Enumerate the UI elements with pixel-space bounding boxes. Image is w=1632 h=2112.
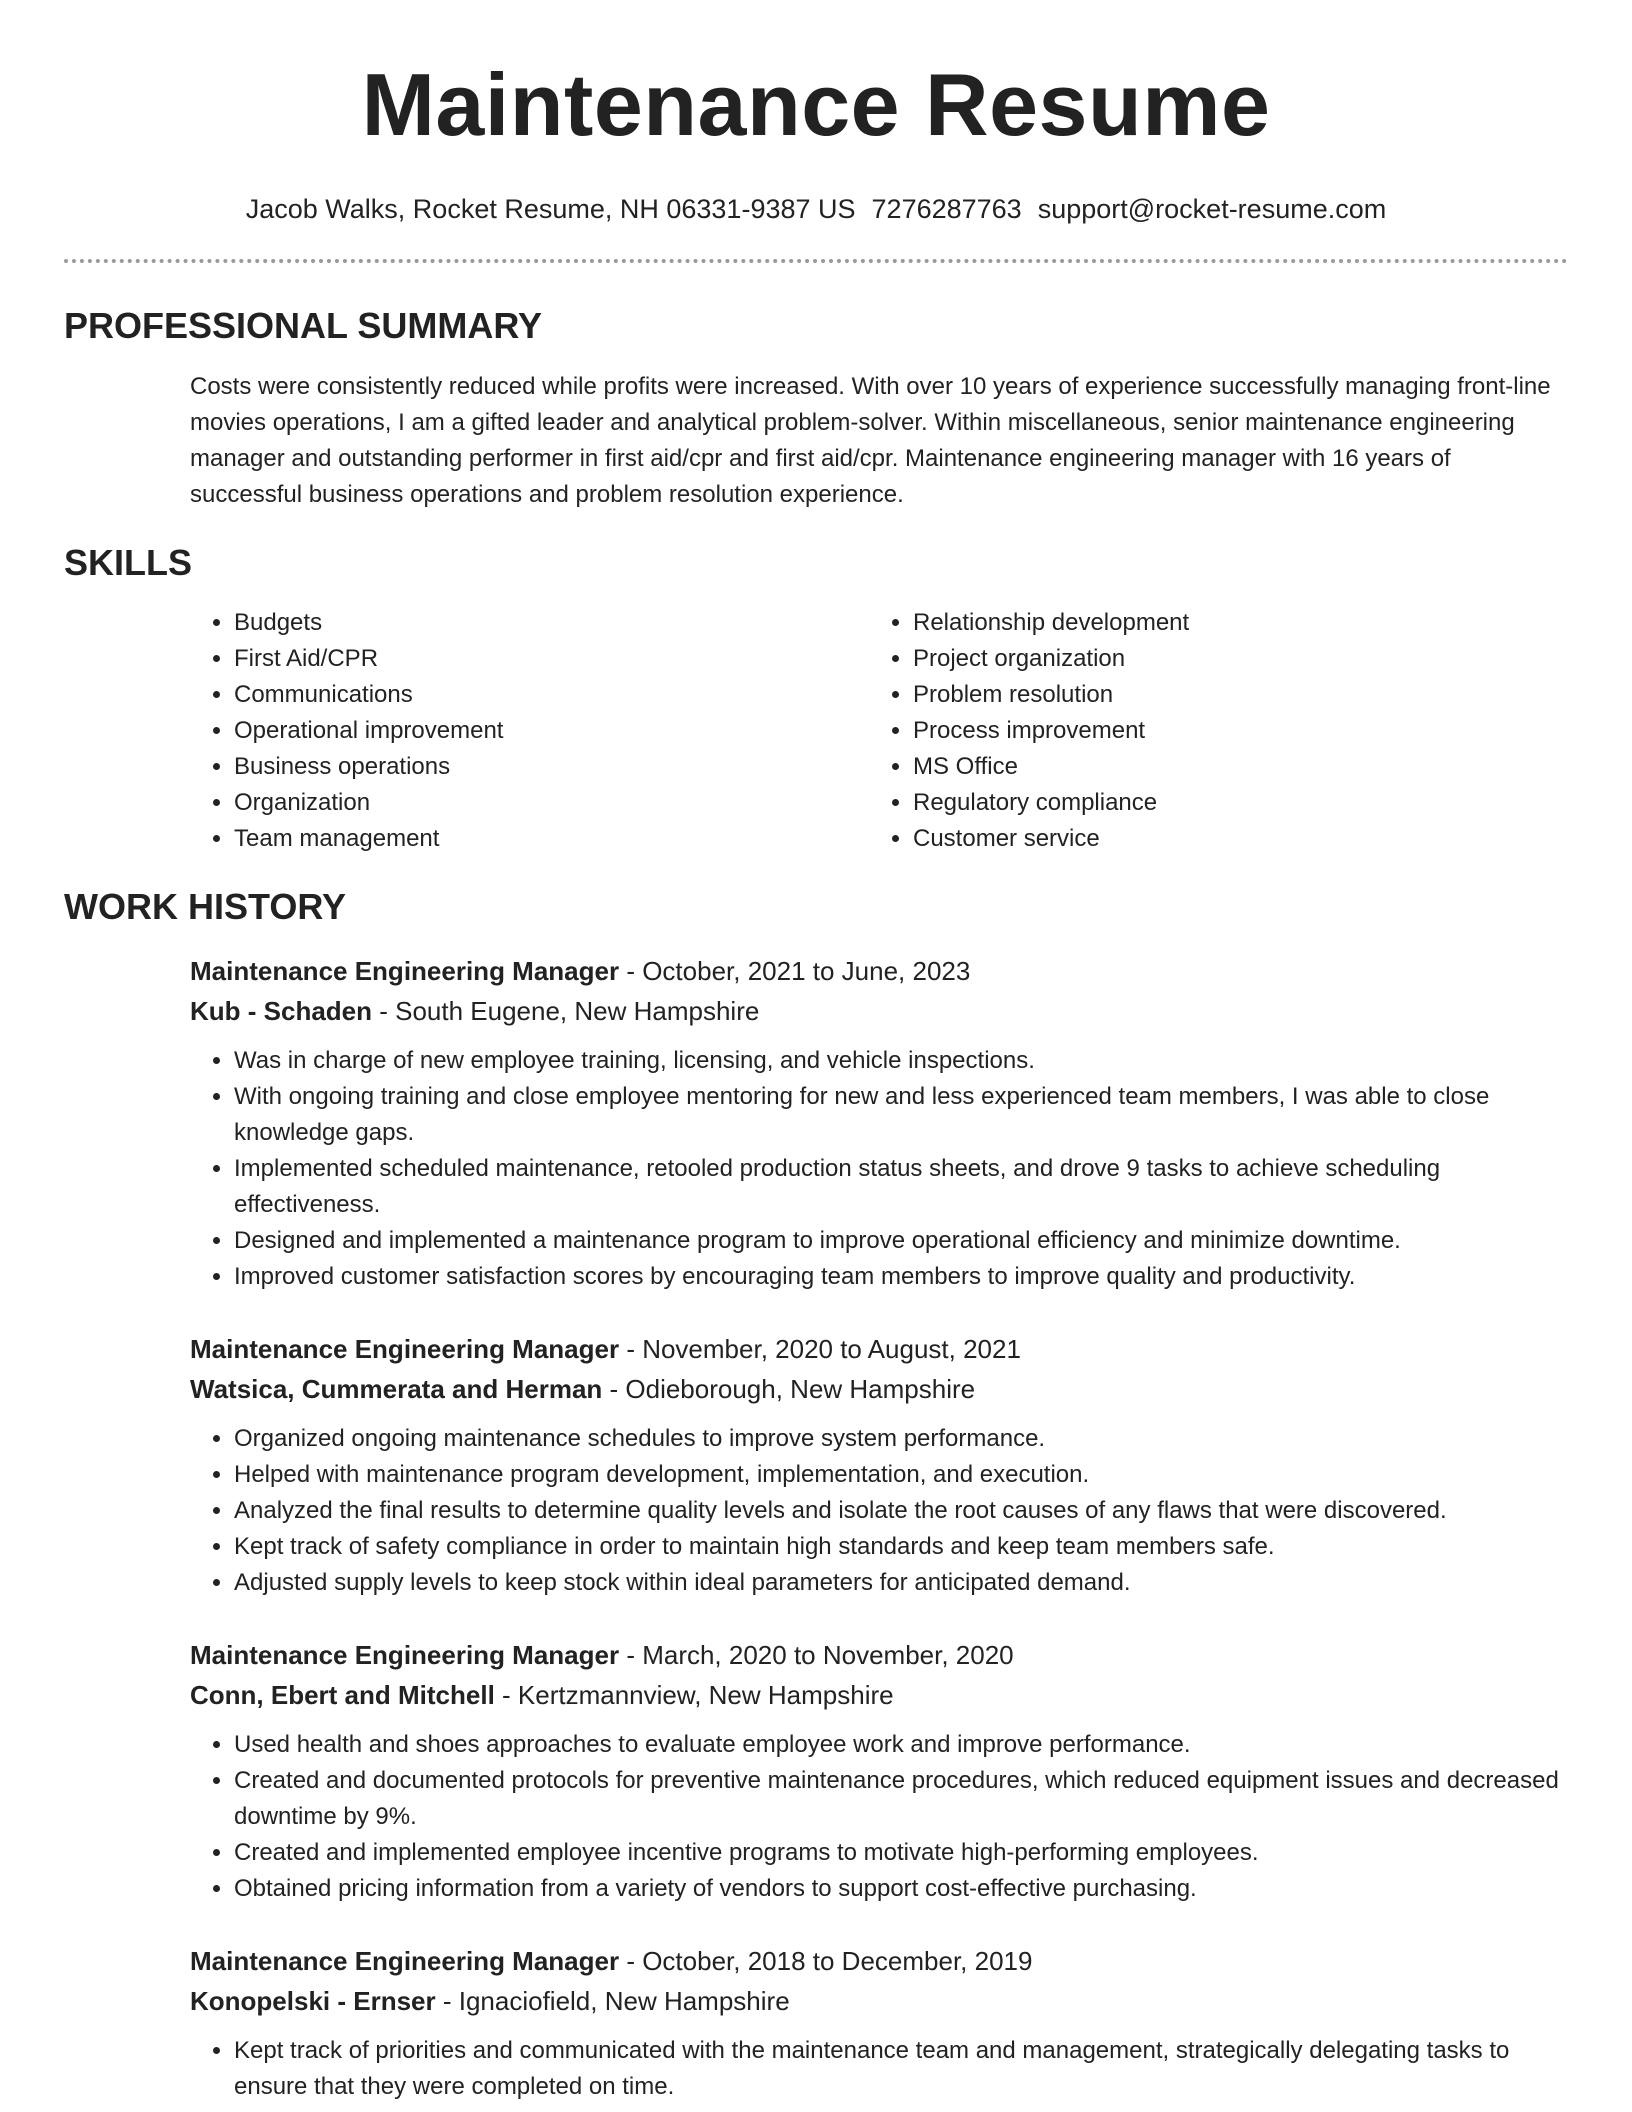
skill-item: • Customer service bbox=[913, 821, 1189, 857]
job-dates: - November, 2020 to August, 2021 bbox=[619, 1334, 1021, 1364]
job-company-line bbox=[190, 1369, 1568, 1409]
job-title: Maintenance Engineering Manager bbox=[190, 1946, 620, 1976]
job-company: Conn, Ebert and Mitchell bbox=[190, 1680, 495, 1710]
job-bullet: • Helped with maintenance program development, implementation, and execution. bbox=[234, 1457, 1568, 1493]
job-bullet: • Was in charge of new employee training, licensing, and vehicle inspections. bbox=[234, 1043, 1568, 1079]
contact-phone: 7276287763 bbox=[871, 194, 1022, 224]
job-bullet: • With ongoing training and close employee mentoring for new and less experienced team members, I was able to close knowledge gaps. bbox=[234, 1079, 1568, 1151]
job-company: Kub - Schaden bbox=[190, 996, 373, 1026]
skill-item: • Relationship development bbox=[913, 605, 1189, 641]
job-bullet: • Kept track of priorities and communicated with the maintenance team and management, strategically delegating tasks to ensure that they were completed on time. bbox=[234, 2033, 1568, 2105]
skill-item: • Regulatory compliance bbox=[913, 785, 1189, 821]
skill-item: • MS Office bbox=[913, 749, 1189, 785]
skills-heading: SKILLS bbox=[64, 542, 193, 583]
job-title-line bbox=[190, 1635, 1568, 1675]
skills-column-2 bbox=[869, 605, 1189, 857]
job-bullets bbox=[190, 2033, 1568, 2105]
job-title-line bbox=[190, 1329, 1568, 1369]
skill-item: • Team management bbox=[234, 821, 869, 857]
job-company-line bbox=[190, 1675, 1568, 1715]
skill-item: • Budgets bbox=[234, 605, 869, 641]
summary-heading: PROFESSIONAL SUMMARY bbox=[64, 305, 543, 346]
job-bullet: • Organized ongoing maintenance schedules to improve system performance. bbox=[234, 1421, 1568, 1457]
job-bullet: • Analyzed the final results to determine quality levels and isolate the root causes of any flaws that were discovered. bbox=[234, 1493, 1568, 1529]
work-history-heading: WORK HISTORY bbox=[64, 886, 347, 927]
job-bullet: • Obtained pricing information from a variety of vendors to support cost-effective purchasing. bbox=[234, 1871, 1568, 1907]
job-bullet: • Kept track of safety compliance in order to maintain high standards and keep team members safe. bbox=[234, 1529, 1568, 1565]
job-bullets bbox=[190, 1727, 1568, 1907]
skill-item: • Problem resolution bbox=[913, 677, 1189, 713]
skill-item: • Organization bbox=[234, 785, 869, 821]
job-dates: - October, 2018 to December, 2019 bbox=[619, 1946, 1033, 1976]
job-bullet: • Implemented scheduled maintenance, retooled production status sheets, and drove 9 tasks to achieve scheduling effectiveness. bbox=[234, 1151, 1568, 1223]
job-company-line bbox=[190, 1981, 1568, 2021]
job-location: - Ignaciofield, New Hampshire bbox=[435, 1986, 790, 2016]
skill-item: • Communications bbox=[234, 677, 869, 713]
contact-line bbox=[64, 191, 1568, 227]
header-divider bbox=[64, 259, 1568, 263]
skill-item: • Operational improvement bbox=[234, 713, 869, 749]
job-bullet: • Adjusted supply levels to keep stock within ideal parameters for anticipated demand. bbox=[234, 1565, 1568, 1601]
job-location: - Kertzmannview, New Hampshire bbox=[494, 1680, 894, 1710]
skills-list bbox=[190, 605, 1568, 857]
contact-address: Jacob Walks, Rocket Resume, NH 06331-9387 US bbox=[245, 194, 856, 224]
job-bullet: • Created and documented protocols for preventive maintenance procedures, which reduced equipment issues and decreased downtime by 9%. bbox=[234, 1763, 1568, 1835]
skill-item: • Project organization bbox=[913, 641, 1189, 677]
job-title: Maintenance Engineering Manager bbox=[190, 1334, 620, 1364]
job-title-line bbox=[190, 951, 1568, 991]
job-bullet: • Used health and shoes approaches to evaluate employee work and improve performance. bbox=[234, 1727, 1568, 1763]
skill-item: • Business operations bbox=[234, 749, 869, 785]
job-bullet: • Designed and implemented a maintenance program to improve operational efficiency and minimize downtime. bbox=[234, 1223, 1568, 1259]
resume-title: Maintenance Resume bbox=[361, 55, 1271, 154]
job-bullet: • Improved customer satisfaction scores by encouraging team members to improve quality and productivity. bbox=[234, 1259, 1568, 1295]
job-location: - Odieborough, New Hampshire bbox=[602, 1374, 976, 1404]
job-title: Maintenance Engineering Manager bbox=[190, 956, 620, 986]
job-bullets bbox=[190, 1421, 1568, 1601]
job-company: Konopelski - Ernser bbox=[190, 1986, 436, 2016]
job-company: Watsica, Cummerata and Herman bbox=[190, 1374, 603, 1404]
job-dates: - March, 2020 to November, 2020 bbox=[619, 1640, 1014, 1670]
job-bullets bbox=[190, 1043, 1568, 1295]
job-entry bbox=[190, 1329, 1568, 1601]
job-location: - South Eugene, New Hampshire bbox=[372, 996, 760, 1026]
job-title-line bbox=[190, 1941, 1568, 1981]
job-entry bbox=[190, 1635, 1568, 1907]
skill-item: • Process improvement bbox=[913, 713, 1189, 749]
skill-item: • First Aid/CPR bbox=[234, 641, 869, 677]
job-title: Maintenance Engineering Manager bbox=[190, 1640, 620, 1670]
job-bullet: • Created and implemented employee incentive programs to motivate high-performing employees. bbox=[234, 1835, 1568, 1871]
job-company-line bbox=[190, 991, 1568, 1031]
summary-text: Costs were consistently reduced while profits were increased. With over 10 years of experience successfully managing front-line movies operations, I am a gifted leader and analytical problem-solver. Within miscellaneous, senior maintenance engineering manager and outstanding performer in first aid/cpr and first aid/cpr. Maintenance engineering manager with 16 years of successful business operations and problem resolution experience. bbox=[190, 373, 1551, 508]
contact-email: support@rocket-resume.com bbox=[1037, 194, 1387, 224]
resume-page bbox=[64, 0, 1568, 2105]
job-entry bbox=[190, 1941, 1568, 2105]
job-dates: - October, 2021 to June, 2023 bbox=[619, 956, 971, 986]
job-entry bbox=[190, 951, 1568, 1295]
skills-column-1 bbox=[190, 605, 869, 857]
